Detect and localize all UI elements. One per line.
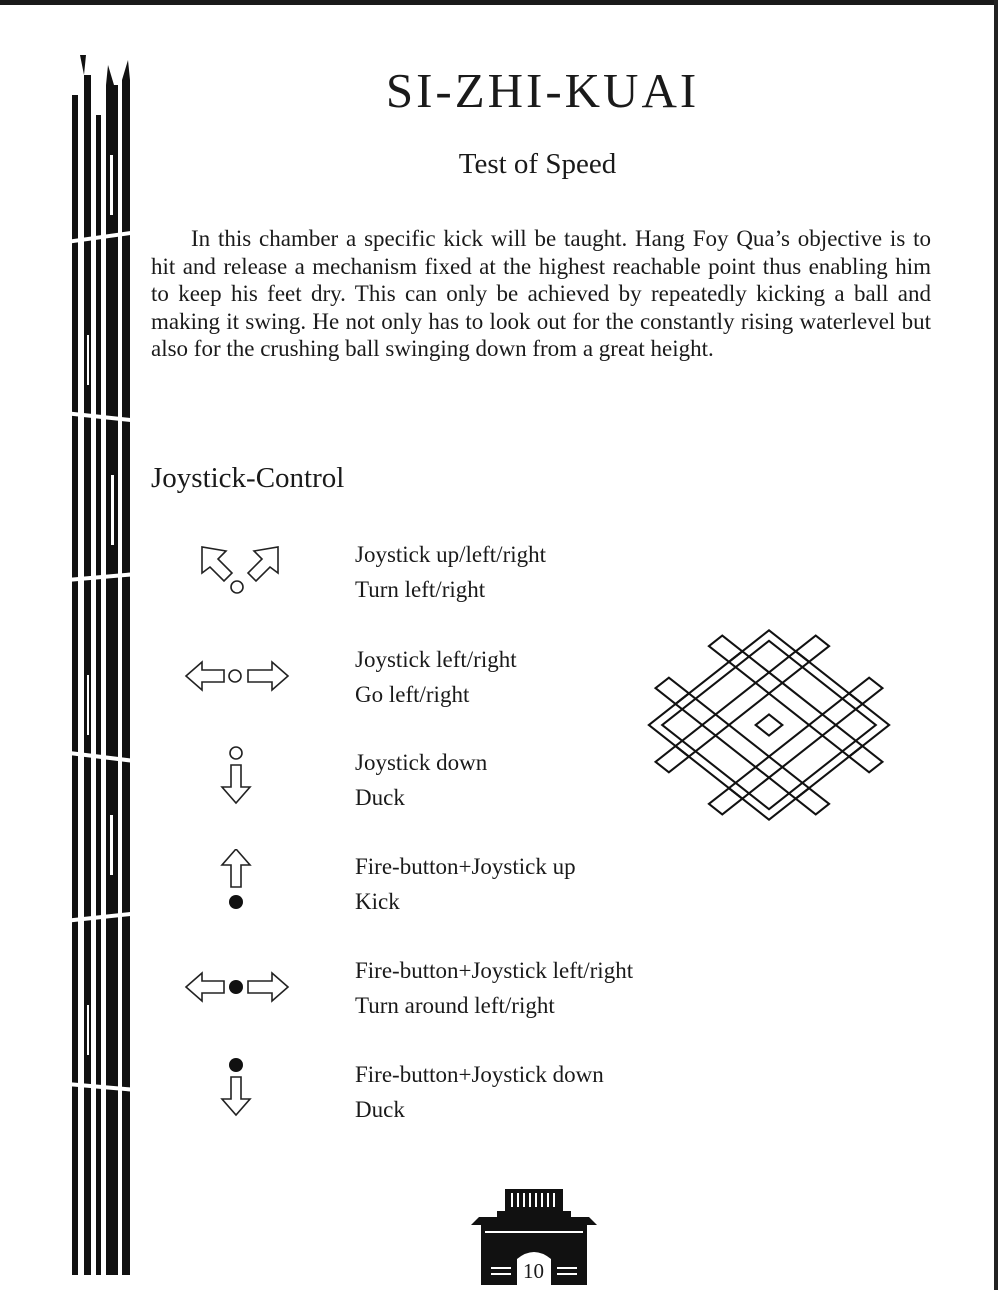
section-heading: Joystick-Control xyxy=(151,462,345,494)
control-description xyxy=(355,953,633,1023)
control-input: Joystick down xyxy=(355,750,488,775)
control-description xyxy=(355,537,546,607)
endless-knot-decoration xyxy=(636,620,902,830)
control-input: Fire-button+Joystick up xyxy=(355,854,576,879)
intro-paragraph: In this chamber a specific kick will be taught. Hang Foy Qua’s objective is to hit and release a mechanism fixed at the highest reachable point thus enabling him to keep his feet dry. This can only be achieved by repeatedly kicking a ball and making it swing. He not only has to look out for the constantly rising waterlevel but also for the crushing ball swinging down from a great height. xyxy=(151,226,931,361)
control-row xyxy=(180,537,740,617)
page-subtitle: Test of Speed xyxy=(458,148,617,180)
top-rule xyxy=(0,0,998,5)
control-row xyxy=(180,849,740,929)
control-input: Joystick left/right xyxy=(355,647,517,672)
control-description xyxy=(355,1057,604,1127)
fire-joystick-left-right-icon xyxy=(180,953,292,1025)
control-input: Fire-button+Joystick down xyxy=(355,1062,604,1087)
control-action: Kick xyxy=(355,889,400,914)
control-action: Turn around left/right xyxy=(355,993,555,1018)
fire-joystick-down-icon xyxy=(180,1057,292,1129)
control-row xyxy=(180,1057,740,1137)
control-row xyxy=(180,953,740,1033)
control-action: Duck xyxy=(355,785,405,810)
control-input: Fire-button+Joystick left/right xyxy=(355,958,634,983)
control-action: Go left/right xyxy=(355,682,470,707)
page-number: 10 xyxy=(519,1258,548,1284)
control-input: Joystick up/left/right xyxy=(355,542,547,567)
fire-joystick-up-icon xyxy=(180,849,292,921)
bamboo-border-decoration xyxy=(56,55,136,1280)
joystick-down-icon xyxy=(180,745,292,817)
control-description xyxy=(355,745,487,815)
page-edge xyxy=(994,0,998,1290)
joystick-left-right-icon xyxy=(180,642,292,714)
control-action: Duck xyxy=(355,1097,405,1122)
control-description xyxy=(355,849,576,919)
joystick-diagonal-up-icon xyxy=(180,537,292,609)
control-action: Turn left/right xyxy=(355,577,486,602)
control-description xyxy=(355,642,517,712)
page-title: SI-ZHI-KUAI xyxy=(385,63,700,118)
